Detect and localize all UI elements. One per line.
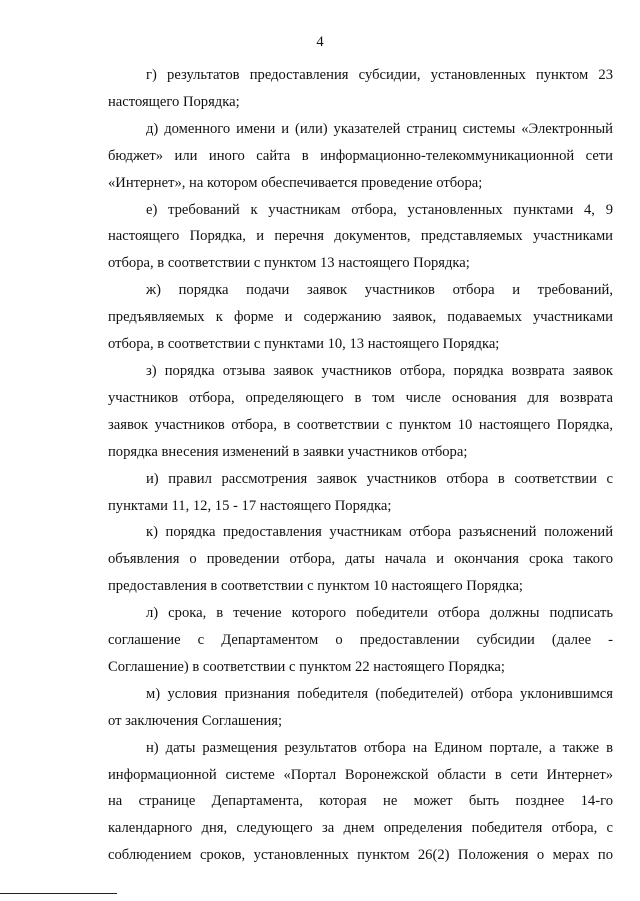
text-line: заявок участников отбора, в соответствии с пунктом 10 настоящего Порядка, xyxy=(108,416,613,433)
text-line: ж) порядка подачи заявок участников отбора и требований, xyxy=(146,282,613,299)
text-line: г) результатов предоставления субсидии, установленных пунктом 23 xyxy=(146,67,613,83)
text-line: л) срока, в течение которого победители отбора должны подписать xyxy=(146,605,613,622)
page-number: 4 xyxy=(316,34,324,50)
text-line: участников отбора, определяющего в том числе основания для возврата xyxy=(108,389,613,406)
text-line: календарного дня, следующего за днем определения победителя отбора, с xyxy=(108,820,613,837)
text-line: и) правил рассмотрения заявок участников отбора в соответствии с xyxy=(146,470,613,487)
paragraph xyxy=(108,519,613,600)
text-line: настоящего Порядка, и перечня документов, представляемых участниками xyxy=(108,228,613,245)
text-line: отбора, в соответствии с пунктами 10, 13 настоящего Порядка; xyxy=(108,336,500,353)
paragraph xyxy=(108,358,613,466)
text-line: предоставления в соответствии с пунктом 10 настоящего Порядка; xyxy=(108,578,523,595)
paragraph xyxy=(108,735,613,870)
paragraph xyxy=(108,62,613,116)
text-line: з) порядка отзыва заявок участников отбора, порядка возврата заявок xyxy=(146,362,613,379)
document-body xyxy=(108,62,613,869)
text-line: е) требований к участникам отбора, установленных пунктами 4, 9 xyxy=(146,201,613,218)
text-line: м) условия признания победителя (победителей) отбора уклонившимся xyxy=(146,685,613,702)
paragraph xyxy=(108,197,613,278)
text-line: предъявляемых к форме и содержанию заявок, подаваемых участниками xyxy=(108,309,613,326)
paragraph xyxy=(108,600,613,681)
text-line: пунктами 11, 12, 15 - 17 настоящего Порядка; xyxy=(108,497,392,514)
text-line: информационной системе «Портал Воронежской области в сети Интернет» xyxy=(108,766,613,783)
paragraph xyxy=(108,116,613,197)
text-line: «Интернет», на котором обеспечивается проведение отбора; xyxy=(108,174,483,191)
paragraph xyxy=(108,466,613,520)
text-line: соблюдением сроков, установленных пунктом 26(2) Положения о мерах по xyxy=(108,847,613,864)
text-line: отбора, в соответствии с пунктом 13 настоящего Порядка; xyxy=(108,255,470,272)
text-line: к) порядка предоставления участникам отбора разъяснений положений xyxy=(146,524,613,541)
paragraph xyxy=(108,681,613,735)
text-line: на странице Департамента, которая не может быть позднее 14-го xyxy=(108,793,613,810)
text-line: н) даты размещения результатов отбора на Едином портале, а также в xyxy=(146,739,613,756)
text-line: объявления о проведении отбора, даты начала и окончания срока такого xyxy=(108,551,613,568)
text-line: порядка внесения изменений в заявки участников отбора; xyxy=(108,443,468,460)
paragraph xyxy=(108,277,613,358)
text-line: д) доменного имени и (или) указателей страниц системы «Электронный xyxy=(146,120,613,137)
footnote-divider xyxy=(0,893,117,894)
text-line: Соглашение) в соответствии с пунктом 22 настоящего Порядка; xyxy=(108,658,505,675)
text-line: бюджет» или иного сайта в информационно-телекоммуникационной сети xyxy=(108,147,613,164)
text-line: от заключения Соглашения; xyxy=(108,712,283,729)
text-line: настоящего Порядка; xyxy=(108,93,240,110)
text-line: соглашение с Департаментом о предоставлении субсидии (далее - xyxy=(108,632,613,649)
